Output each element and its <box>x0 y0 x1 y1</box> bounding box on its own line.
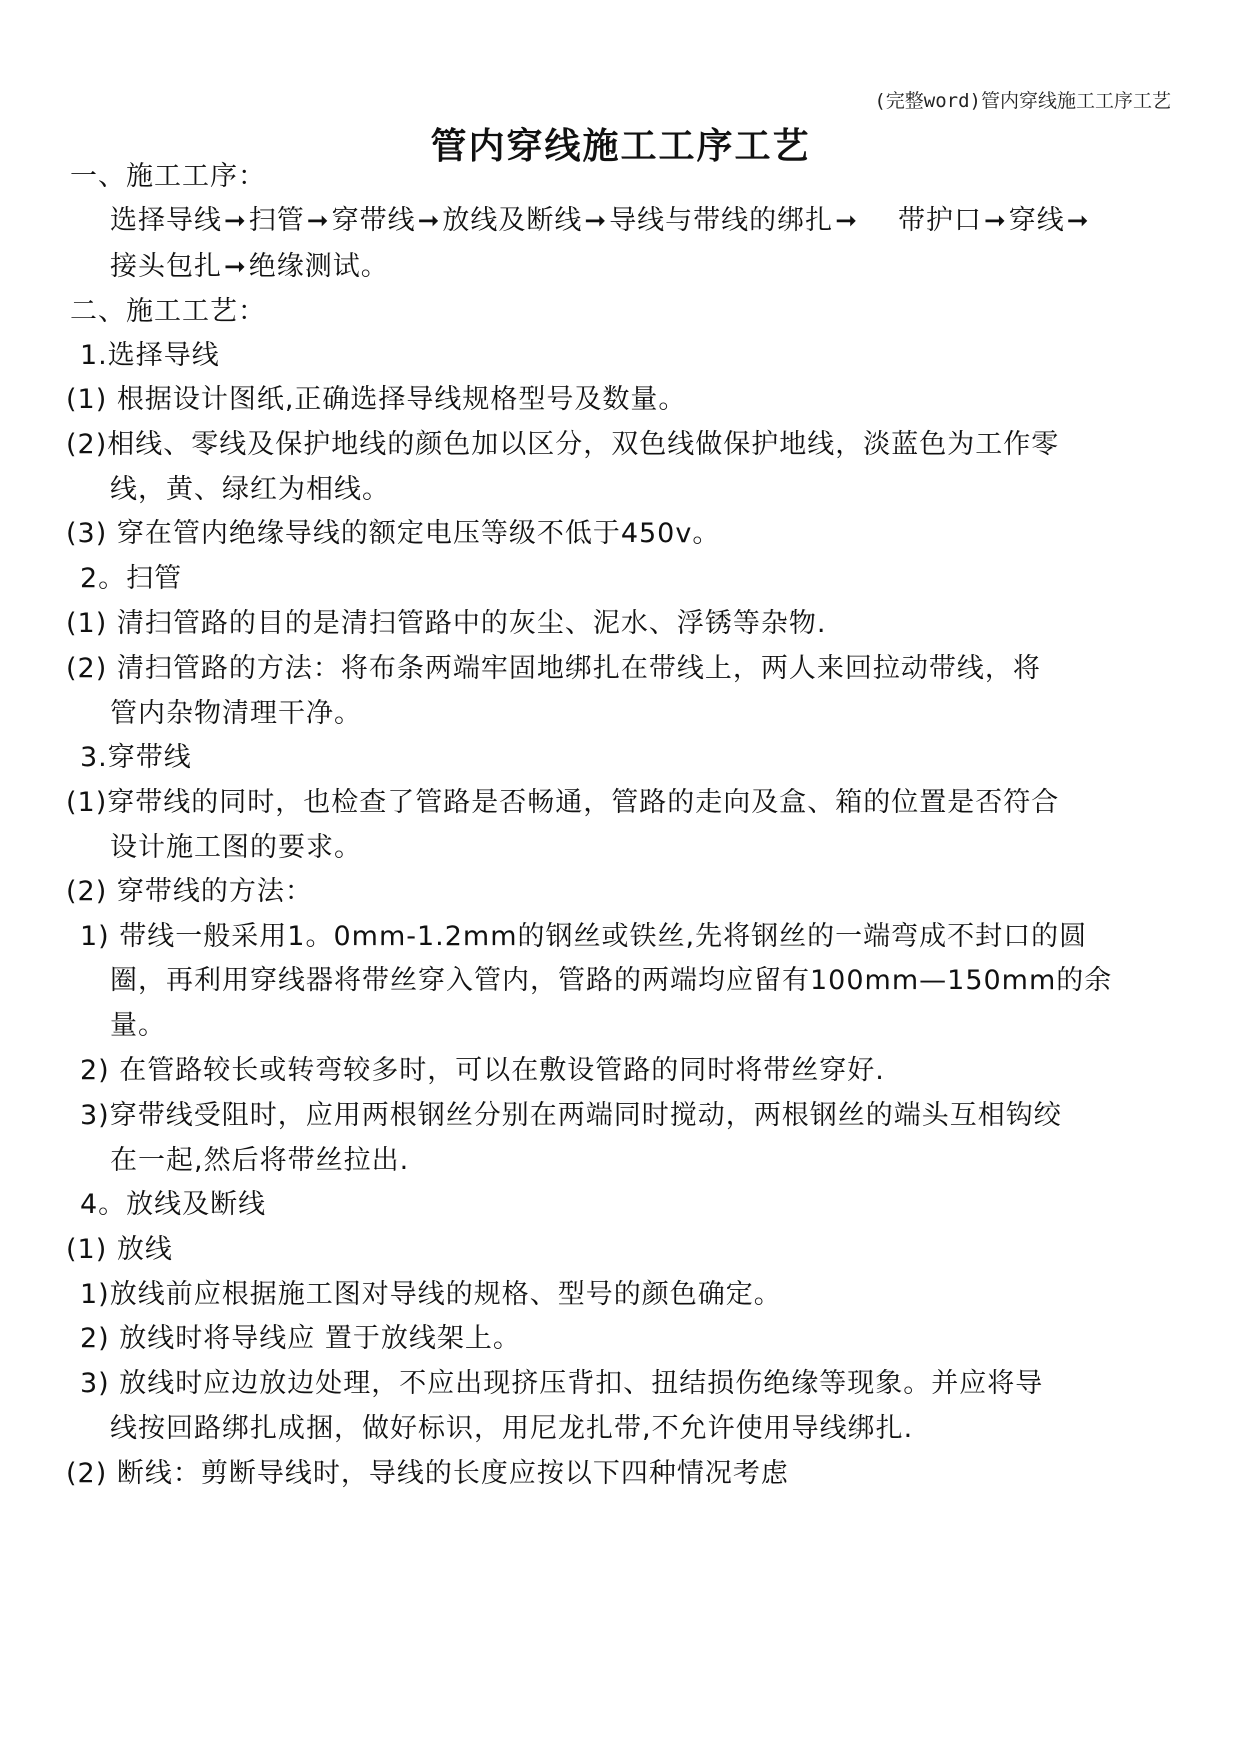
flow-step: 绝缘测试。 <box>248 251 389 282</box>
paragraph-line: (2) 清扫管路的方法：将布条两端牢固地绑扎在带线上，两人来回拉动带线，将 <box>66 653 1041 684</box>
paragraph-line: 圈，再利用穿线器将带丝穿入管内，管路的两端均应留有100mm—150mm的余 <box>110 965 1113 996</box>
paragraph-line: (1) 清扫管路的目的是清扫管路中的灰尘、泥水、浮锈等杂物. <box>66 608 827 639</box>
arrow-icon: ➞ <box>306 206 330 236</box>
paragraph-line: 管内杂物清理干净。 <box>110 698 362 729</box>
flow-step: 带护口 <box>897 205 982 236</box>
flow-step: 穿带线 <box>331 205 416 236</box>
arrow-icon: ➞ <box>983 206 1007 236</box>
section2-heading: 二、施工工艺： <box>70 296 266 327</box>
flow-step: 扫管 <box>248 205 305 236</box>
subsection-heading: 3.穿带线 <box>80 742 192 773</box>
subsection-heading: 2。扫管 <box>80 563 183 594</box>
paragraph-line: 2) 在管路较长或转弯较多时，可以在敷设管路的同时将带丝穿好. <box>80 1055 885 1086</box>
paragraph-line: (3) 穿在管内绝缘导线的额定电压等级不低于450v。 <box>66 518 721 549</box>
paragraph-line: 线，黄、绿红为相线。 <box>110 474 390 505</box>
flow-step: 接头包扎 <box>110 251 222 282</box>
arrow-icon: ➞ <box>835 206 858 236</box>
paragraph-line: 3)穿带线受阻时，应用两根钢丝分别在两端同时搅动，两根钢丝的端头互相钩绞 <box>80 1100 1062 1131</box>
document-title: 管内穿线施工工序工艺 <box>430 126 811 167</box>
paragraph-line: 1) 带线一般采用1。0mm-1.2mm的钢丝或铁丝,先将钢丝的一端弯成不封口的圆 <box>80 921 1088 952</box>
process-flow-line2 <box>110 250 389 284</box>
arrow-icon: ➞ <box>224 206 247 236</box>
paragraph-line: (1) 根据设计图纸,正确选择导线规格型号及数量。 <box>66 384 687 415</box>
flow-step: 放线及断线 <box>442 205 583 236</box>
paragraph-line: 设计施工图的要求。 <box>110 832 362 863</box>
section1-heading: 一、施工工序： <box>70 161 266 192</box>
flow-step: 穿线 <box>1008 205 1065 236</box>
paragraph-line: (2) 穿带线的方法： <box>66 876 313 907</box>
paragraph-line: 1)放线前应根据施工图对导线的规格、型号的颜色确定。 <box>80 1279 782 1310</box>
paragraph-line: 线按回路绑扎成捆，做好标识，用尼龙扎带,不允许使用导线绑扎. <box>110 1413 914 1444</box>
paragraph-line: 在一起,然后将带丝拉出. <box>110 1145 410 1176</box>
paragraph-line: (2) 断线：剪断导线时，导线的长度应按以下四种情况考虑 <box>66 1458 789 1489</box>
paragraph-line: 2) 放线时将导线应 置于放线架上。 <box>80 1323 521 1354</box>
subsection-heading: 1.选择导线 <box>80 340 220 371</box>
running-header: (完整word)管内穿线施工工序工艺 <box>874 90 1171 112</box>
arrow-icon: ➞ <box>584 206 608 236</box>
process-flow-line1 <box>110 204 1092 238</box>
arrow-icon: ➞ <box>417 206 441 236</box>
paragraph-line: 3) 放线时应边放边处理，不应出现挤压背扣、扭结损伤绝缘等现象。并应将导 <box>80 1368 1044 1399</box>
arrow-icon: ➞ <box>1066 206 1090 236</box>
flow-step: 选择导线 <box>110 205 222 236</box>
paragraph-line: (2)相线、零线及保护地线的颜色加以区分，双色线做保护地线，淡蓝色为工作零 <box>66 429 1060 460</box>
subsection-heading: 4。放线及断线 <box>80 1189 267 1220</box>
flow-step: 导线与带线的绑扎 <box>609 205 834 236</box>
paragraph-line: (1)穿带线的同时，也检查了管路是否畅通，管路的走向及盒、箱的位置是否符合 <box>66 787 1060 818</box>
paragraph-line: (1) 放线 <box>66 1234 173 1265</box>
paragraph-line: 量。 <box>110 1010 166 1041</box>
arrow-icon: ➞ <box>224 252 247 282</box>
